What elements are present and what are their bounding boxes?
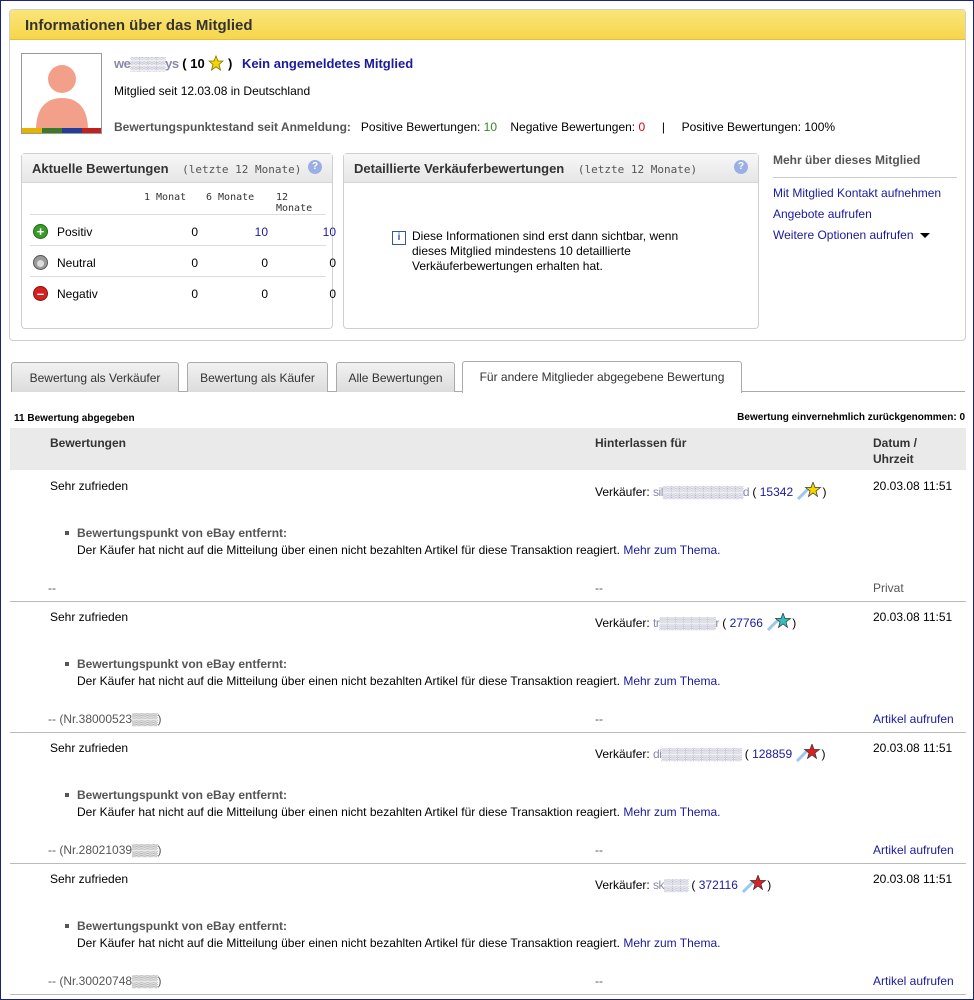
item-number: -- — [48, 581, 56, 595]
rating-label: Positiv — [57, 225, 93, 239]
col-header-feedback: Bewertungen — [50, 436, 127, 450]
col-12-months: 12 Monate — [276, 192, 313, 214]
seller-score-link[interactable]: 372116 — [698, 878, 738, 892]
removed-title: Bewertungspunkt von eBay entfernt: — [77, 919, 288, 933]
more-info-link[interactable]: Mehr zum Thema. — [623, 805, 721, 819]
more-title: Mehr über dieses Mitglied — [773, 153, 957, 178]
member-info-title: Informationen über das Mitglied — [10, 10, 965, 40]
rating-value: 0 — [261, 256, 268, 270]
feedback-comment: Sehr zufrieden — [50, 741, 129, 755]
view-item-link[interactable]: Artikel aufrufen — [873, 974, 954, 988]
table-row — [10, 602, 966, 733]
feedback-comment: Sehr zufrieden — [50, 610, 129, 624]
negative-value: 0 — [638, 120, 646, 134]
recent-ratings-subtitle: (letzte 12 Monate) — [182, 163, 302, 176]
dropdown-arrow-icon — [920, 233, 930, 238]
shooting-star-icon — [796, 482, 822, 500]
seller-link[interactable]: di▒▒▒▒▒▒▒▒▒▒ — [653, 747, 742, 761]
detailed-ratings-panel — [343, 153, 759, 329]
minus-circle-icon: – — [33, 286, 48, 301]
removed-note — [77, 787, 720, 821]
rating-value: 0 — [329, 287, 336, 301]
member-since: Mitglied seit 12.03.08 in Deutschland — [114, 84, 311, 98]
recent-ratings-panel — [21, 153, 336, 329]
rating-value-link[interactable]: 10 — [254, 225, 268, 239]
more-info-link[interactable]: Mehr zum Thema. — [623, 936, 721, 950]
seller-prefix: Verkäufer: — [595, 747, 650, 761]
col-header-date-b: Uhrzeit — [873, 452, 914, 466]
yellow-star-icon — [208, 55, 224, 71]
feedback-comment: Sehr zufrieden — [50, 872, 129, 886]
person-silhouette-icon — [22, 54, 102, 134]
bullet-icon — [65, 531, 69, 535]
feedback-date: 20.03.08 11:51 — [873, 741, 953, 755]
rating-row-negative — [30, 276, 336, 307]
item-dash: -- — [595, 581, 603, 595]
tab-feedback-left-for-others[interactable]: Für andere Mitglieder abgegebene Bewertung — [462, 361, 742, 393]
col-6-months: 6 Monate — [206, 192, 255, 203]
seller-link[interactable]: sk▒▒▒ — [653, 878, 689, 892]
bullet-icon — [65, 662, 69, 666]
rating-value: 0 — [329, 256, 336, 270]
removed-text: Der Käufer hat nicht auf die Mitteilung über einen nicht bezahlten Artikel für diese Transaktion reagiert. — [77, 936, 620, 950]
private-label: Privat — [873, 581, 904, 595]
item-number: -- (Nr.30020748▒▒▒) — [48, 974, 162, 988]
rating-label: Negativ — [57, 287, 98, 301]
removed-title: Bewertungspunkt von eBay entfernt: — [77, 788, 288, 802]
rating-value: 0 — [191, 256, 198, 270]
removed-text: Der Käufer hat nicht auf die Mitteilung über einen nicht bezahlten Artikel für diese Transaktion reagiert. — [77, 805, 620, 819]
recent-ratings-title: Aktuelle Bewertungen — [32, 161, 169, 176]
detailed-ratings-title: Detaillierte Verkäuferbewertungen — [354, 161, 565, 176]
col-header-left-for: Hinterlassen für — [595, 436, 687, 450]
rating-label: Neutral — [57, 256, 96, 270]
seller-score-link[interactable]: 27766 — [729, 616, 763, 630]
col-1-month: 1 Monat — [144, 192, 187, 203]
seller-cell: Verkäufer: tr▒▒▒▒▒▒▒r ( 27766 ) — [595, 613, 796, 631]
positive-label: Positive Bewertungen: — [360, 120, 481, 134]
more-about-member — [773, 153, 957, 242]
seller-score-link[interactable]: 128859 — [752, 747, 793, 761]
tab-all-feedback[interactable]: Alle Bewertungen — [336, 362, 455, 392]
member-info-box — [9, 9, 966, 341]
avatar — [21, 53, 102, 134]
col-header-date-a: Datum / — [873, 436, 918, 450]
detailed-ratings-subtitle: (letzte 12 Monate) — [577, 163, 698, 176]
info-icon: i — [392, 231, 406, 245]
more-options-label: Weitere Optionen aufrufen — [773, 228, 914, 242]
table-row — [10, 471, 966, 602]
neutral-circle-icon — [33, 255, 48, 270]
contact-member-link[interactable]: Mit Mitglied Kontakt aufnehmen — [773, 186, 942, 200]
seller-cell: Verkäufer: sil▒▒▒▒▒▒▒▒▒▒d ( 15342 ) — [595, 482, 826, 500]
seller-prefix: Verkäufer: — [595, 616, 650, 630]
info-notice-text: Diese Informationen sind erst dann sichtbar, wenn dieses Mitglied mindestens 10 detaillierte Verkäuferbewertungen erhalten hat. — [412, 229, 679, 273]
more-info-link[interactable]: Mehr zum Thema. — [623, 543, 721, 557]
feedback-comment: Sehr zufrieden — [50, 479, 129, 493]
bullet-icon — [65, 793, 69, 797]
feedback-tabs — [11, 361, 965, 392]
item-number: -- (Nr.38000523▒▒▒) — [48, 712, 162, 726]
shooting-star-icon — [795, 744, 821, 762]
ratings-header-row — [30, 184, 326, 214]
feedback-date: 20.03.08 11:51 — [873, 479, 953, 493]
removed-title: Bewertungspunkt von eBay entfernt: — [77, 526, 288, 540]
separator: | — [661, 120, 665, 134]
shooting-star-icon — [741, 875, 767, 893]
seller-prefix: Verkäufer: — [595, 485, 650, 499]
seller-prefix: Verkäufer: — [595, 878, 650, 892]
table-header — [10, 428, 966, 470]
seller-cell: Verkäufer: sk▒▒▒ ( 372116 ) — [595, 875, 771, 893]
feedback-count: 11 Bewertung abgegeben — [14, 413, 135, 424]
seller-link[interactable]: tr▒▒▒▒▒▒▒r — [653, 616, 719, 630]
withdrawn-count: Bewertung einvernehmlich zurückgenommen: 0 — [737, 412, 965, 423]
score-open: ( — [182, 56, 187, 71]
info-notice — [392, 229, 712, 274]
rating-value: 0 — [191, 225, 198, 239]
negative-label: Negative Bewertungen: — [510, 120, 636, 134]
view-item-link[interactable]: Artikel aufrufen — [873, 843, 954, 857]
more-info-link[interactable]: Mehr zum Thema. — [623, 674, 721, 688]
table-row — [10, 864, 966, 995]
recent-ratings-header — [22, 154, 332, 183]
rating-row-neutral — [30, 245, 336, 276]
rating-value: 0 — [191, 287, 198, 301]
detailed-ratings-header — [344, 154, 758, 183]
removed-text: Der Käufer hat nicht auf die Mitteilung über einen nicht bezahlten Artikel für diese Transaktion reagiert. — [77, 674, 620, 688]
item-number: -- (Nr.28021039▒▒▒) — [48, 843, 162, 857]
score-close: ) — [227, 56, 233, 71]
view-item-link[interactable]: Artikel aufrufen — [873, 712, 954, 726]
plus-circle-icon: + — [33, 224, 48, 239]
username-link[interactable]: we▒▒▒▒ys — [114, 56, 179, 71]
member-name-line — [114, 55, 413, 71]
rating-value: 0 — [261, 287, 268, 301]
points-label: Bewertungspunktestand seit Anmeldung: — [114, 120, 351, 134]
view-offers-link[interactable]: Angebote aufrufen — [773, 207, 872, 221]
positive-percent: Positive Bewertungen: 100% — [681, 120, 836, 134]
seller-cell: Verkäufer: di▒▒▒▒▒▒▒▒▒▒ ( 128859 ) — [595, 744, 825, 762]
more-options-link[interactable] — [773, 228, 957, 242]
tab-seller-feedback[interactable]: Bewertung als Verkäufer — [11, 362, 179, 392]
feedback-score: 10 — [190, 56, 205, 71]
tab-buyer-feedback[interactable]: Bewertung als Käufer — [187, 362, 328, 392]
help-icon[interactable]: ? — [308, 160, 322, 174]
removed-note — [77, 525, 720, 559]
table-row — [10, 733, 966, 864]
item-dash: -- — [595, 974, 603, 988]
rating-value-link[interactable]: 10 — [322, 225, 336, 239]
removed-title: Bewertungspunkt von eBay entfernt: — [77, 657, 288, 671]
item-dash: -- — [595, 712, 603, 726]
seller-link[interactable]: sil▒▒▒▒▒▒▒▒▒▒d — [653, 485, 750, 499]
feedback-date: 20.03.08 11:51 — [873, 872, 953, 886]
item-dash: -- — [595, 843, 603, 857]
removed-note — [77, 918, 720, 952]
rating-row-positive — [30, 214, 336, 245]
removed-text: Der Käufer hat nicht auf die Mitteilung über einen nicht bezahlten Artikel für diese Transaktion reagiert. — [77, 543, 620, 557]
positive-value: 10 — [483, 120, 498, 134]
seller-score-link[interactable]: 15342 — [759, 485, 794, 499]
points-row — [114, 120, 835, 134]
shooting-star-icon — [766, 613, 792, 631]
removed-note — [77, 656, 720, 690]
member-status-link[interactable]: Kein angemeldetes Mitglied — [241, 56, 414, 71]
ratings-table — [30, 184, 336, 307]
bullet-icon — [65, 924, 69, 928]
help-icon[interactable]: ? — [734, 160, 748, 174]
feedback-date: 20.03.08 11:51 — [873, 610, 953, 624]
